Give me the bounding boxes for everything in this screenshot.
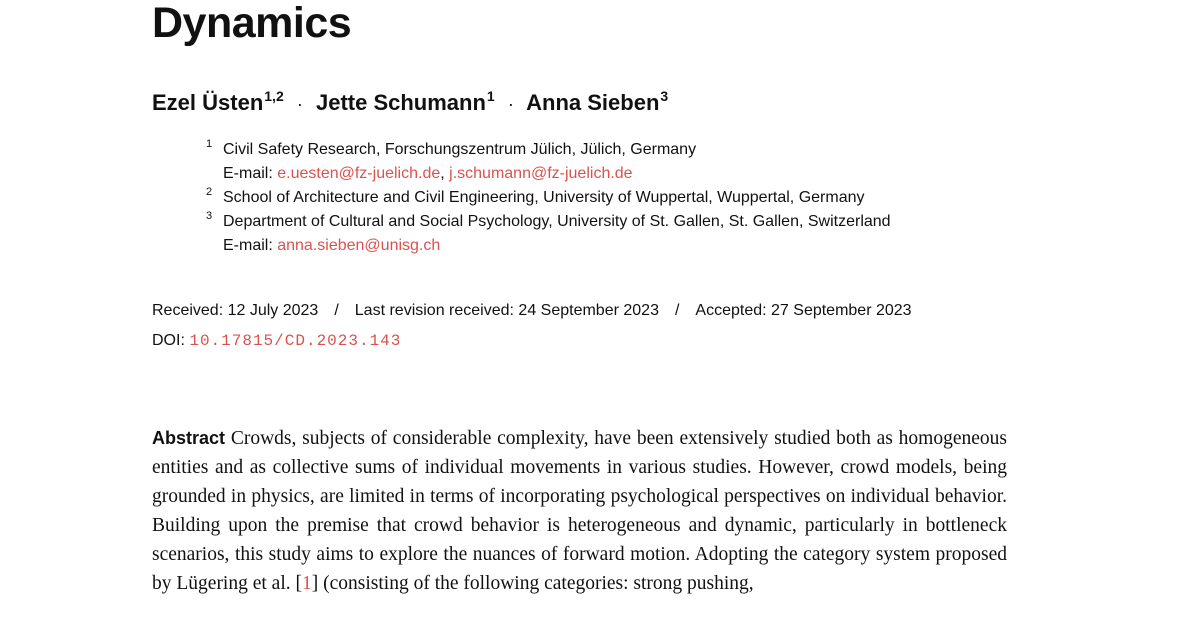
affiliation-2 (206, 186, 891, 210)
author-affil-marker: 1,2 (264, 88, 284, 104)
doi-line (152, 332, 401, 350)
date-separator: / (674, 302, 680, 319)
affiliation-text: Department of Cultural and Social Psychology, University of St. Gallen, St. Gallen, Switzerland (223, 213, 891, 230)
affiliations (206, 138, 891, 258)
email-comma: , (440, 165, 445, 182)
author-name: Anna Sieben (526, 90, 660, 115)
email-line-1 (206, 162, 891, 186)
email-link[interactable]: j.schumann@fz-juelich.de (449, 165, 633, 182)
abstract (152, 424, 1007, 598)
email-link[interactable]: anna.sieben@unisg.ch (277, 237, 441, 254)
abstract-text: Crowds, subjects of considerable complexity, have been extensively studied both as homogeneous entities and as collective sums of individual movements in various studies. However, crowd models, being grounded in physics, are limited in terms of incorporating psychological perspectives on individual behavior. Building upon the premise that crowd behavior is heterogeneous and dynamic, particularly in bottleneck scenarios, this study aims to explore the nuances of forward motion. Adopting the category system proposed by Lügering et al. [ (152, 428, 1007, 594)
affiliation-number: 3 (206, 210, 213, 222)
received-date: Received: 12 July 2023 (152, 302, 319, 319)
affiliation-1 (206, 138, 891, 162)
accepted-date: Accepted: 27 September 2023 (695, 302, 912, 319)
publication-dates (152, 302, 912, 320)
email-line-3 (206, 234, 891, 258)
author-list (152, 88, 668, 116)
revision-date: Last revision received: 24 September 2023 (354, 302, 659, 319)
affiliation-text: School of Architecture and Civil Engineering, University of Wuppertal, Wuppertal, Germany (223, 189, 865, 206)
author-name: Jette Schumann (315, 90, 486, 115)
doi-label: DOI: (152, 332, 185, 349)
affiliation-number: 2 (206, 186, 213, 198)
abstract-text-continued: ] (consisting of the following categories: strong pushing, (311, 573, 754, 594)
date-separator: / (334, 302, 339, 319)
paper-title: Dynamics (152, 0, 352, 47)
author-affil-marker: 1 (486, 88, 495, 104)
doi-link[interactable]: 10.17815/CD.2023.143 (189, 332, 402, 350)
author-separator: · (507, 94, 514, 114)
affiliation-3 (206, 210, 891, 234)
author-affil-marker: 3 (660, 88, 669, 104)
author-name: Ezel Üsten (152, 90, 264, 115)
email-label: E-mail: (223, 165, 273, 182)
abstract-label: Abstract (152, 428, 226, 448)
affiliation-text: Civil Safety Research, Forschungszentrum Jülich, Jülich, Germany (223, 141, 697, 158)
author-separator: · (296, 94, 303, 114)
email-label: E-mail: (223, 237, 273, 254)
citation-link[interactable]: 1 (302, 573, 312, 594)
affiliation-number: 1 (206, 138, 213, 150)
email-link[interactable]: e.uesten@fz-juelich.de (277, 165, 441, 182)
